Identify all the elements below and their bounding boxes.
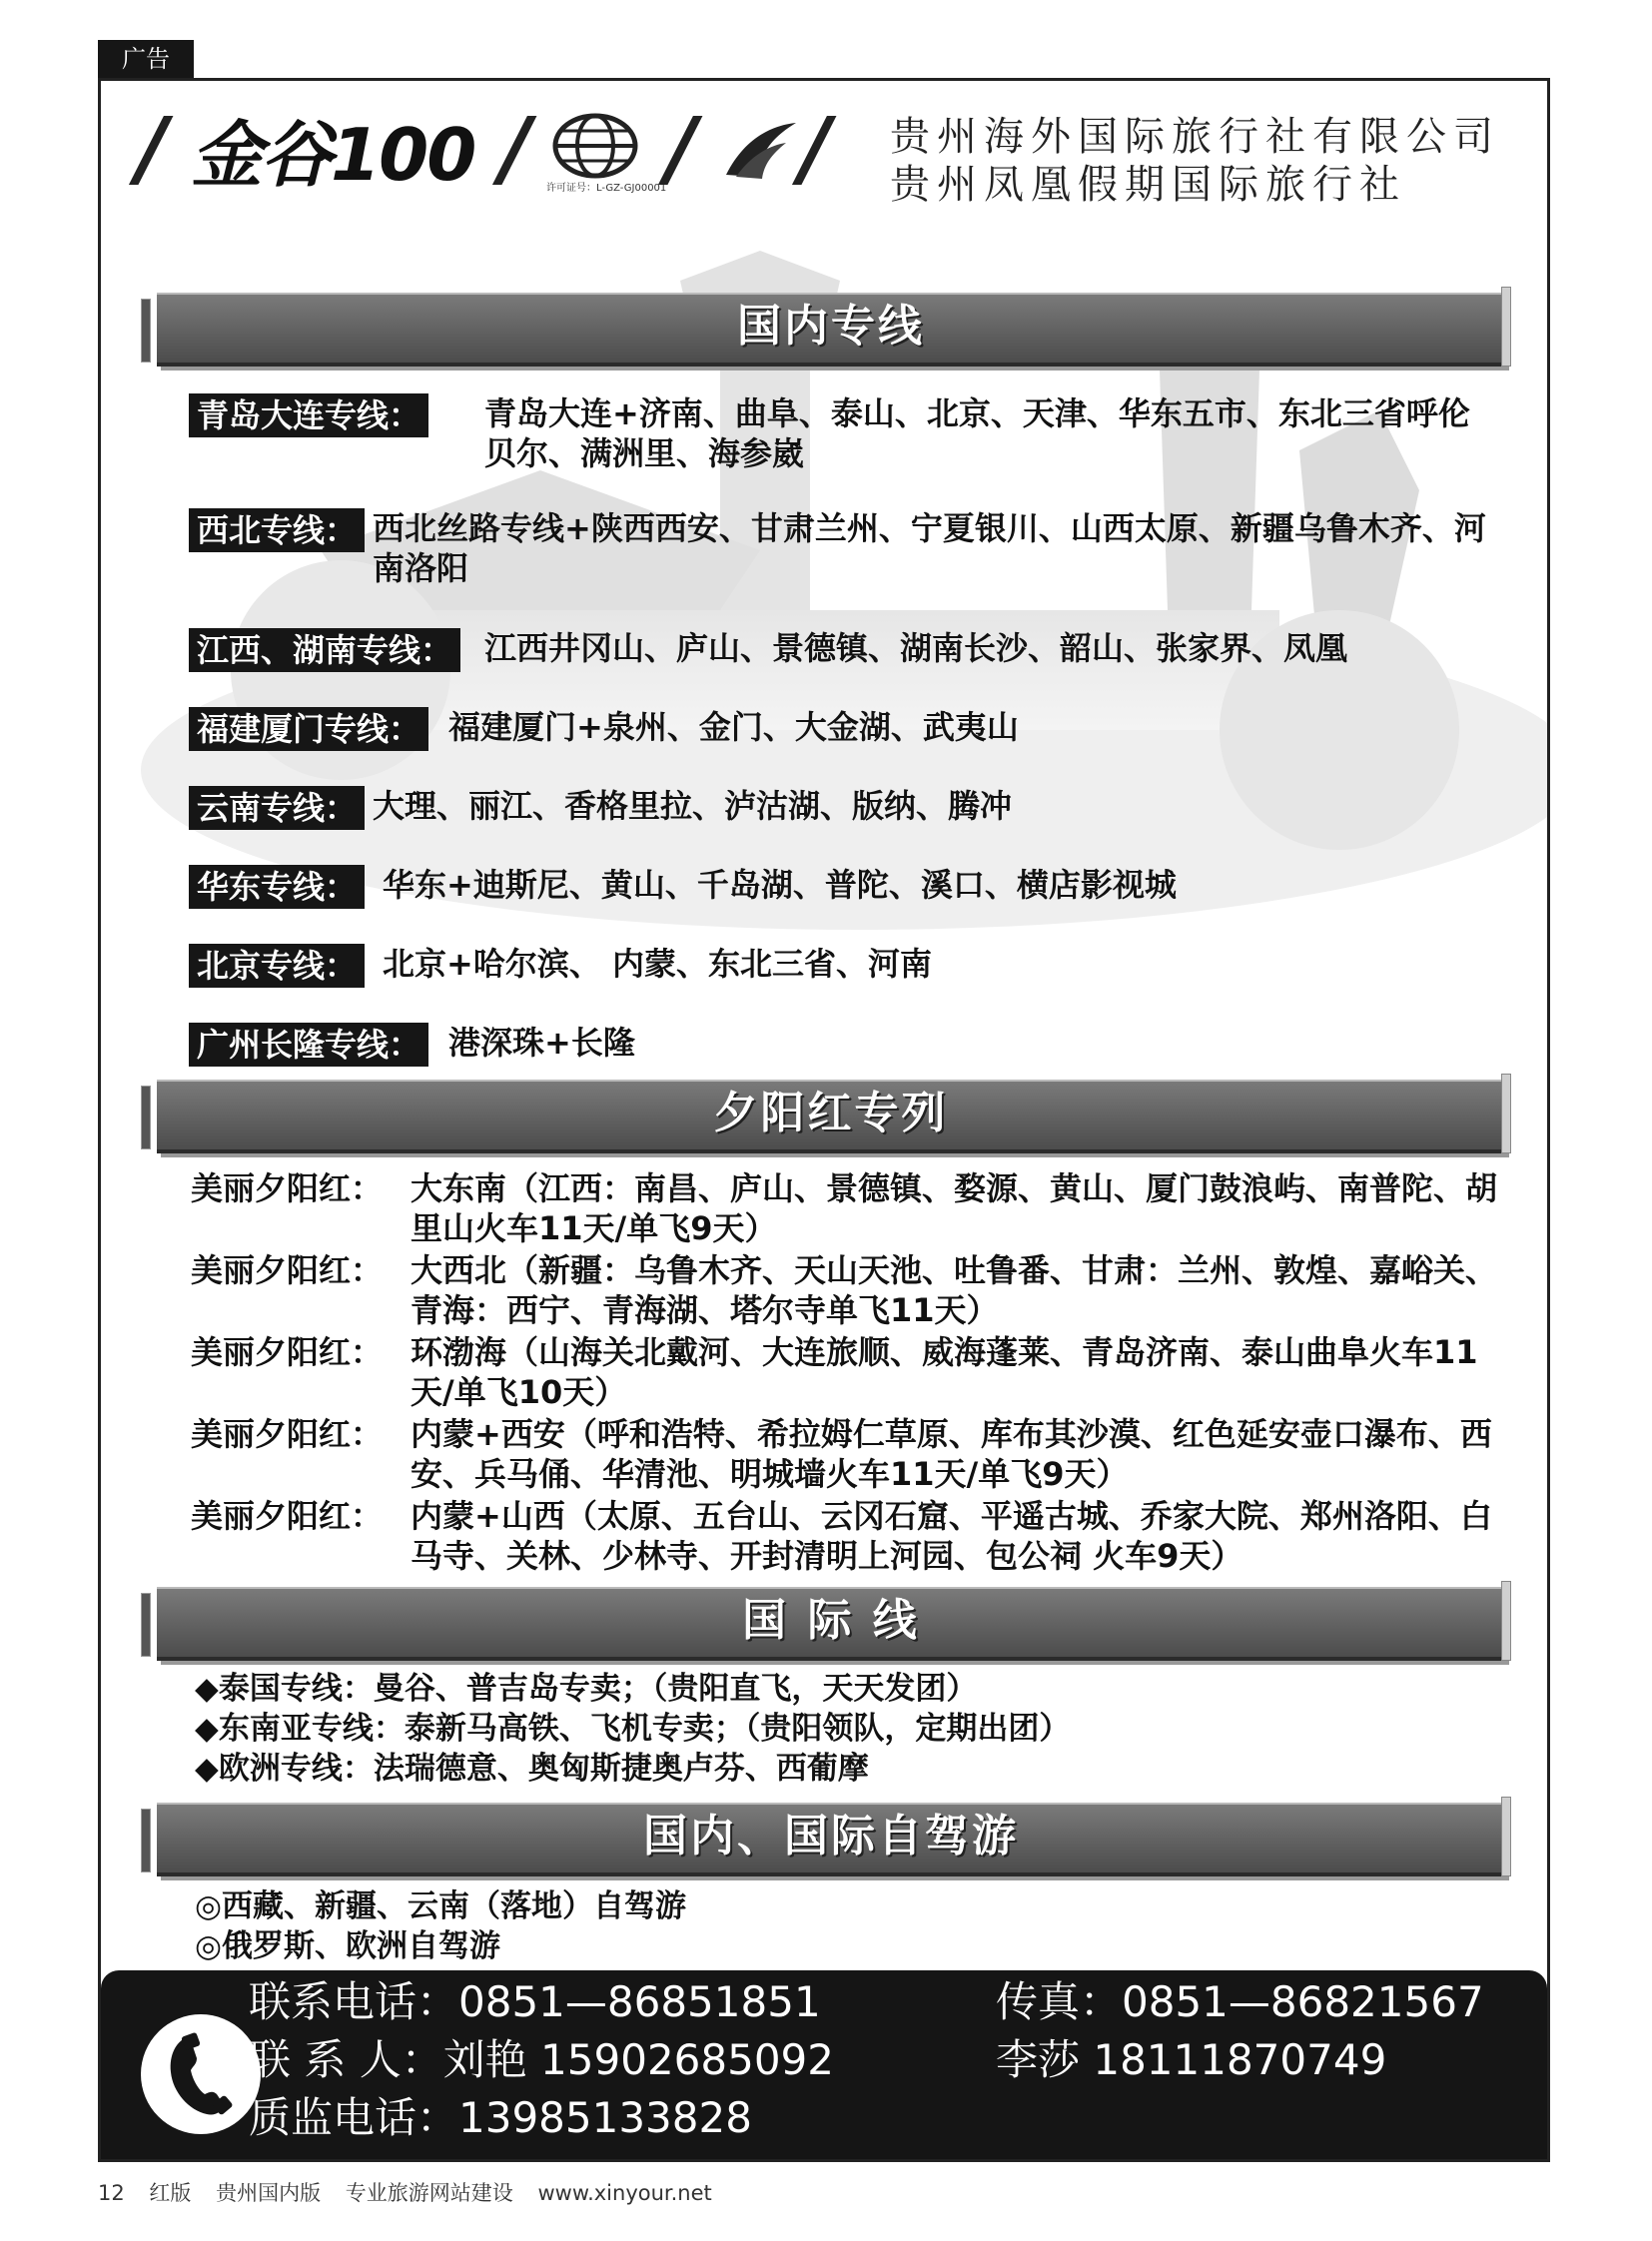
route-label: 美丽夕阳红： <box>191 1415 384 1453</box>
section-banner-domestic <box>141 293 1511 367</box>
selfdrive-route-2: ◎俄罗斯、欧洲自驾游 <box>195 1928 501 1964</box>
route-label: 云南专线： <box>189 786 365 830</box>
domestic-route-5 <box>189 786 1507 830</box>
divider-slash: / <box>666 99 697 197</box>
route-text: 福建厦门+泉州、金门、大金湖、武夷山 <box>448 708 1019 746</box>
route-label: 美丽夕阳红： <box>191 1497 384 1535</box>
section-title: 夕阳红专列 <box>713 1088 949 1138</box>
route-label: 青岛大连专线： <box>189 393 428 437</box>
intl-route-1: ◆泰国专线：曼谷、普吉岛专卖；（贵阳直飞，天天发团） <box>195 1671 978 1707</box>
domestic-route-2 <box>189 508 1507 587</box>
section-title: 国 际 线 <box>742 1595 920 1646</box>
company-name-1: 贵州海外国际旅行社有限公司 <box>890 114 1500 160</box>
route-text: 内蒙+西安（呼和浩特、希拉姆仁草原、库布其沙漠、红色延安壶口瀑布、西安、兵马俑、华清池、明城墙火车11天/单飞9天） <box>411 1415 1492 1493</box>
route-text: 港深珠+长隆 <box>448 1024 635 1062</box>
route-label: 福建厦门专线： <box>189 707 428 751</box>
route-text: 大理、丽江、香格里拉、泸沽湖、版纳、腾冲 <box>373 787 1013 825</box>
license-number: 许可证号：L-GZ-GJ00001 <box>546 183 667 194</box>
section-banner-sunset <box>141 1080 1511 1153</box>
website-link[interactable]: www.xinyour.net <box>537 2181 712 2205</box>
contact-footer <box>101 1970 1547 2159</box>
intl-route-3: ◆欧洲专线：法瑞德意、奥匈斯捷奥卢芬、西葡摩 <box>195 1751 869 1787</box>
selfdrive-route-1: ◎西藏、新疆、云南（落地）自驾游 <box>195 1888 687 1924</box>
route-label: 北京专线： <box>189 944 365 988</box>
contact-fax: 传真：0851—86821567 <box>996 1977 1484 2026</box>
edition-label: 红版 <box>149 2181 192 2205</box>
route-text: 江西井冈山、庐山、景德镇、湖南长沙、韶山、张家界、凤凰 <box>484 629 1348 667</box>
domestic-route-8 <box>189 1023 1507 1067</box>
route-label: 华东专线： <box>189 865 365 909</box>
contact-phone: 联系电话：0851—86851851 <box>249 1977 821 2026</box>
route-text: 内蒙+山西（太原、五台山、云冈石窟、平遥古城、乔家大院、郑州洛阳、白马寺、关林、少林寺、开封清明上河园、包公祠 火车9天） <box>411 1497 1492 1575</box>
section-title: 国内专线 <box>737 301 925 352</box>
route-label: 江西、湖南专线： <box>189 628 460 672</box>
route-text: 大东南（江西：南昌、庐山、景德镇、婺源、黄山、厦门鼓浪屿、南普陀、胡里山火车11天/单飞9天） <box>411 1169 1498 1247</box>
divider-slash: / <box>500 99 531 197</box>
contact-person: 联 系 人：刘艳 15902685092 <box>249 2035 834 2084</box>
route-label: 广州长隆专线： <box>189 1023 428 1067</box>
route-text: 北京+哈尔滨、 内蒙、东北三省、河南 <box>383 945 932 983</box>
route-text: 环渤海（山海关北戴河、大连旅顺、威海蓬莱、青岛济南、泰山曲阜火车11天/单飞10天） <box>411 1333 1478 1411</box>
divider-slash: / <box>137 99 168 197</box>
route-text: 华东+迪斯尼、黄山、千岛湖、普陀、溪口、横店影视城 <box>383 866 1177 904</box>
ad-tag: 广告 <box>98 40 194 78</box>
section-banner-international <box>141 1587 1511 1661</box>
brand-logo: 金谷100 <box>191 113 475 197</box>
quality-phone: 质监电话：13985133828 <box>249 2093 752 2142</box>
page-footer-line <box>98 2177 730 2207</box>
company-name-2: 贵州凤凰假期国际旅行社 <box>890 162 1406 208</box>
domestic-route-4 <box>189 707 1507 751</box>
intl-route-2: ◆东南亚专线：泰新马高铁、飞机专卖；（贵阳领队，定期出团） <box>195 1711 1071 1747</box>
route-text: 青岛大连+济南、曲阜、泰山、北京、天津、华东五市、东北三省呼伦贝尔、满洲里、海参崴 <box>484 394 1470 472</box>
domestic-route-6 <box>189 865 1507 909</box>
route-text: 西北丝路专线+陕西西安、甘肃兰州、宁夏银川、山西太原、新疆乌鲁木齐、河南洛阳 <box>373 509 1486 587</box>
domestic-route-1 <box>189 393 1507 472</box>
route-label: 西北专线： <box>189 508 365 552</box>
ad-frame <box>98 78 1550 2162</box>
slogan-text: 专业旅游网站建设 <box>345 2181 513 2205</box>
domestic-route-7 <box>189 944 1507 988</box>
domestic-route-3 <box>189 628 1507 672</box>
globe-logo-icon <box>550 111 640 181</box>
phone-icon <box>141 2014 261 2134</box>
section-banner-selfdrive <box>141 1803 1511 1876</box>
region-label: 贵州国内版 <box>216 2181 322 2205</box>
phoenix-logo-icon <box>716 115 804 185</box>
contact-person-2: 李莎 18111870749 <box>996 2035 1387 2084</box>
section-title: 国内、国际自驾游 <box>643 1811 1019 1862</box>
route-label: 美丽夕阳红： <box>191 1333 384 1371</box>
header <box>101 81 1547 226</box>
page-number: 12 <box>98 2181 125 2205</box>
route-text: 大西北（新疆：乌鲁木齐、天山天池、吐鲁番、甘肃：兰州、敦煌、嘉峪关、青海：西宁、青海湖、塔尔寺单飞11天） <box>411 1251 1498 1329</box>
route-label: 美丽夕阳红： <box>191 1251 384 1289</box>
divider-slash: / <box>800 99 831 197</box>
route-label: 美丽夕阳红： <box>191 1169 384 1207</box>
